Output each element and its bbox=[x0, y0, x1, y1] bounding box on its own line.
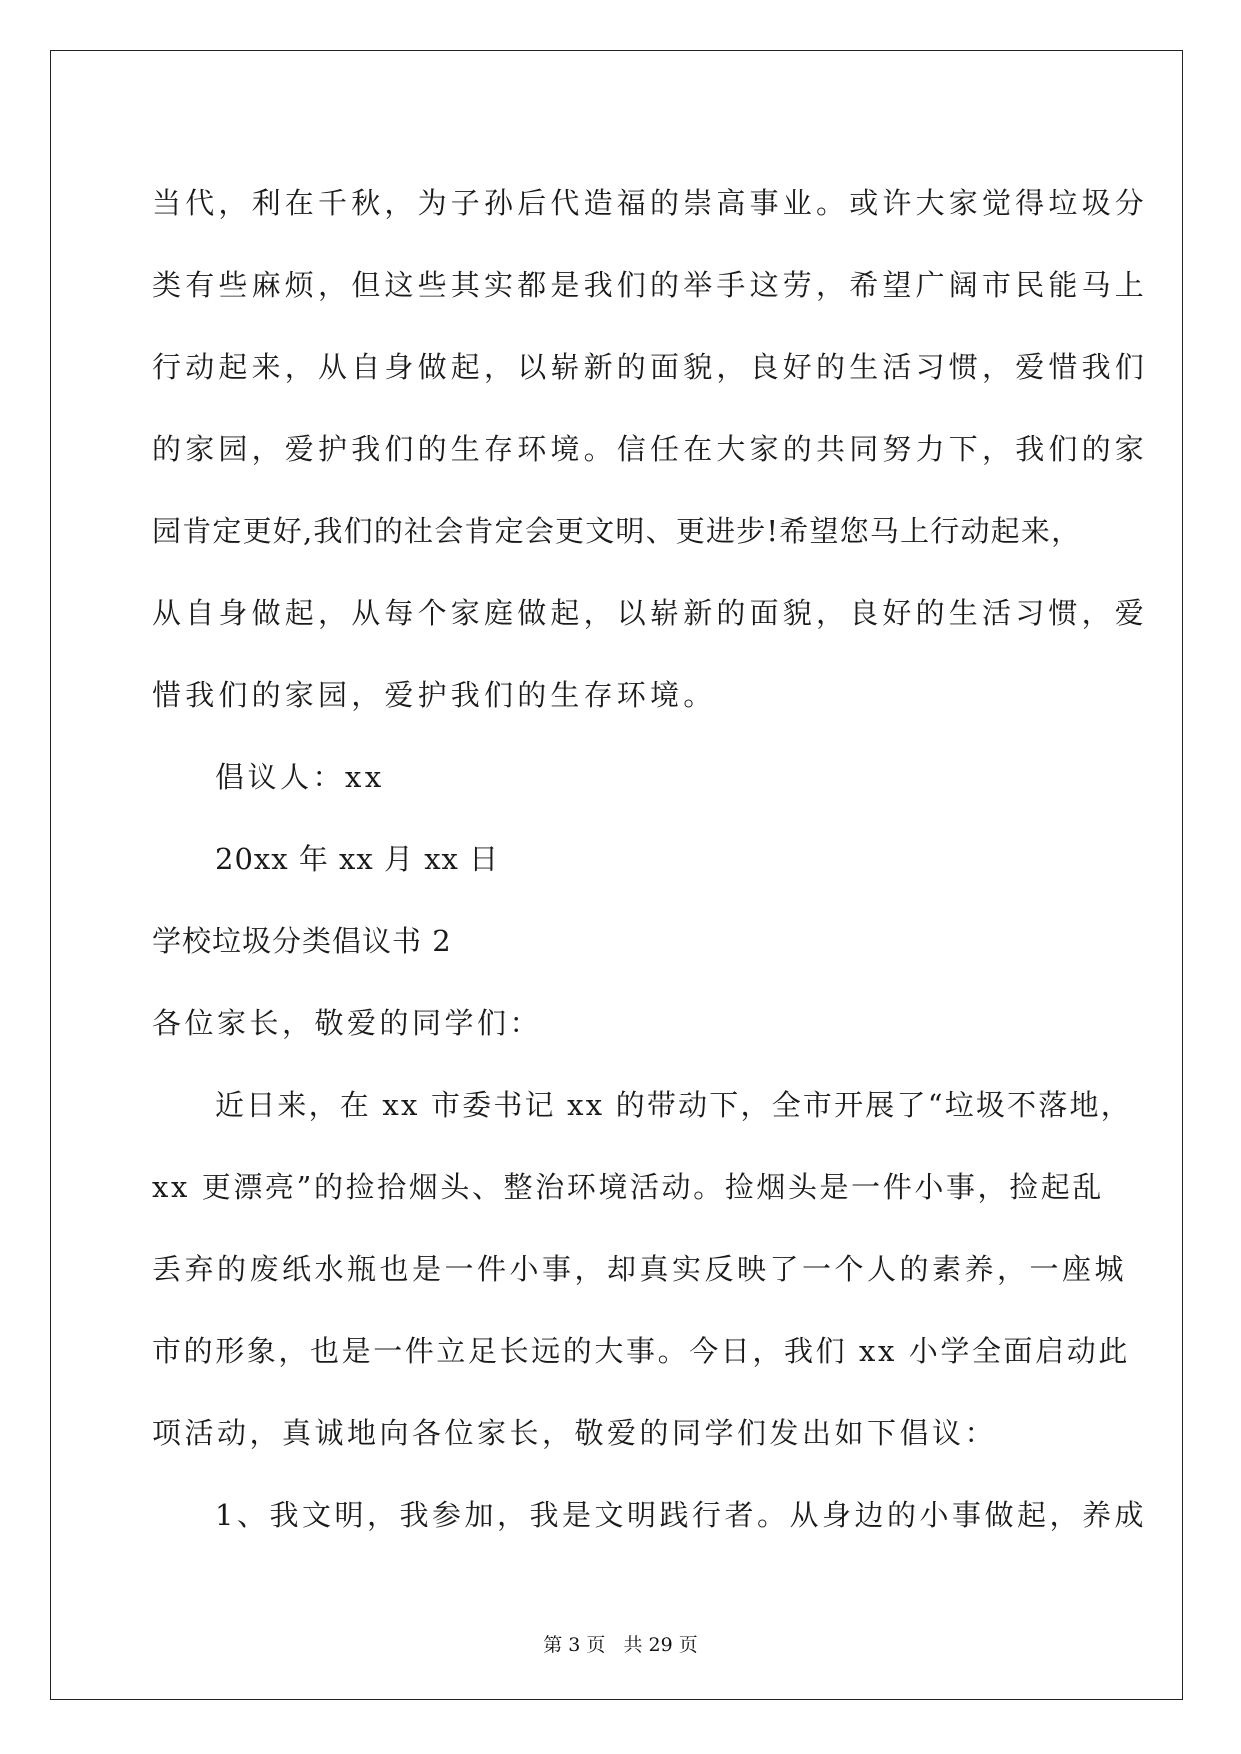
page-total: 共 29 页 bbox=[623, 1634, 698, 1656]
text-line: 市的形象，也是一件立足长远的大事。今日，我们 xx 小学全面启动此 bbox=[152, 1334, 1130, 1368]
text-line: xx 更漂亮”的捡拾烟头、整治环境活动。捡烟头是一件小事，捡起乱 bbox=[152, 1170, 1104, 1204]
greeting: 各位家长，敬爱的同学们： bbox=[152, 1006, 543, 1040]
text-line: 园肯定更好,我们的社会肯定会更文明、更进步!希望您马上行动起来， bbox=[152, 514, 1082, 548]
text-line: 近日来，在 xx 市委书记 xx 的带动下，全市开展了“垃圾不落地， bbox=[215, 1088, 1132, 1122]
text-line: 丢弃的废纸水瓶也是一件小事，却真实反映了一个人的素养，一座城 bbox=[152, 1252, 1128, 1286]
text-line: 惜我们的家园，爱护我们的生存环境。 bbox=[152, 678, 717, 712]
text-line: 的家园，爱护我们的生存环境。信任在大家的共同努力下，我们的家 bbox=[152, 432, 1149, 466]
paragraph-1 bbox=[152, 162, 1149, 736]
text-line: 从自身做起，从每个家庭做起，以崭新的面貌，良好的生活习惯，爱 bbox=[152, 596, 1149, 630]
paragraph-2 bbox=[152, 1064, 1132, 1474]
document-body bbox=[152, 162, 1149, 1556]
section-title: 学校垃圾分类倡议书 2 bbox=[152, 924, 452, 958]
page-number: 第 3 页 bbox=[543, 1634, 606, 1656]
page-footer bbox=[0, 1630, 1241, 1657]
text-line: 行动起来，从自身做起，以崭新的面貌，良好的生活习惯，爱惜我们 bbox=[152, 350, 1149, 384]
date: 20xx 年 xx 月 xx 日 bbox=[215, 842, 500, 876]
text-line: 当代，利在千秋，为子孙后代造福的崇高事业。或许大家觉得垃圾分 bbox=[152, 186, 1149, 220]
list-item-1: 1、我文明，我参加，我是文明践行者。从身边的小事做起，养成 bbox=[215, 1498, 1147, 1532]
signature: 倡议人：xx bbox=[215, 760, 385, 794]
text-line: 类有些麻烦，但这些其实都是我们的举手这劳，希望广阔市民能马上 bbox=[152, 268, 1149, 302]
text-line: 项活动，真诚地向各位家长，敬爱的同学们发出如下倡议： bbox=[152, 1416, 998, 1450]
